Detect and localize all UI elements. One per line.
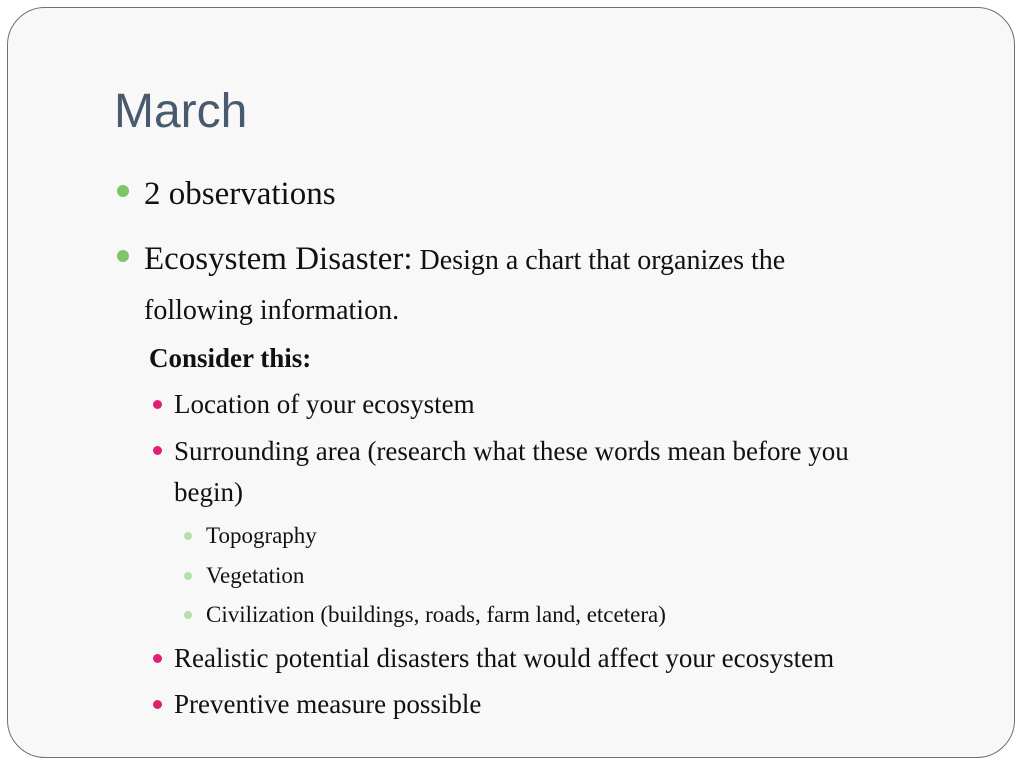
ecosystem-disaster-continuation: following information. xyxy=(144,295,400,326)
list-item-ecosystem-disaster xyxy=(144,234,785,286)
list-item-preventive-measure: Preventive measure possible xyxy=(174,689,482,719)
list-item-vegetation: Vegetation xyxy=(206,563,305,588)
bullet-dot-icon xyxy=(153,654,162,663)
list-item-location: Location of your ecosystem xyxy=(174,389,475,419)
bullet-dot-icon xyxy=(117,185,129,197)
list-item-observations: 2 observations xyxy=(144,176,336,212)
bullet-dot-icon xyxy=(153,446,162,455)
slide-title: March xyxy=(114,85,248,138)
consider-heading: Consider this: xyxy=(149,343,312,373)
ecosystem-disaster-text: Design a chart that organizes the xyxy=(412,245,786,276)
bullet-dot-icon xyxy=(184,532,192,540)
surrounding-area-continuation: begin) xyxy=(174,477,243,507)
bullet-dot-icon xyxy=(184,611,192,619)
bullet-dot-icon xyxy=(153,700,162,709)
ecosystem-disaster-lead: Ecosystem Disaster: xyxy=(144,241,413,277)
bullet-dot-icon xyxy=(153,400,162,409)
bullet-dot-icon xyxy=(117,250,129,262)
bullet-dot-icon xyxy=(184,572,192,580)
list-item-disasters: Realistic potential disasters that would affect your ecosystem xyxy=(174,643,835,673)
list-item-civilization: Civilization (buildings, roads, farm land, etcetera) xyxy=(206,602,666,627)
list-item-surrounding-area: Surrounding area (research what these words mean before you xyxy=(174,436,849,466)
list-item-topography: Topography xyxy=(206,523,317,548)
